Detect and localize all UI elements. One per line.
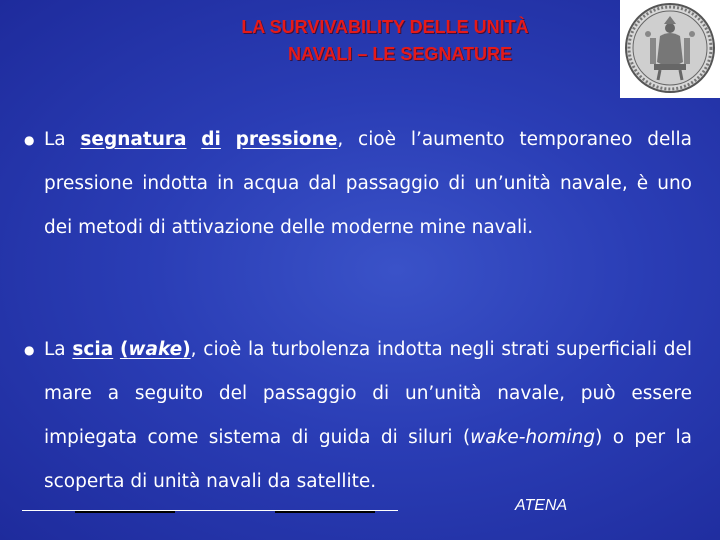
title-line-2: NAVALI – LE SEGNATURE [287, 44, 512, 64]
bullet-icon: ● [24, 343, 35, 357]
footer-divider-accent [75, 511, 175, 513]
slide-title [150, 14, 620, 68]
footer-divider-accent [275, 511, 375, 513]
footer-brand: ATENA [515, 497, 568, 514]
title-line-1: LA SURVIVABILITY DELLE UNITÀ [241, 17, 529, 37]
university-seal-logo [620, 0, 720, 98]
bullet-icon: ● [24, 133, 35, 147]
paragraph-wake-signature: La scia (wake), cioè la turbolenza indotta negli strati superficiali del mare a seguito del passaggio di un’unità navale, può essere impiegata come sistema di guida di siluri (wake-homing) o per la scoperta di unità navali da satellite. [44, 339, 692, 492]
paragraph-pressure-signature: La segnatura di pressione, cioè l’aumento temporaneo della pressione indotta in acqua dal passaggio di un’unità navale, è uno dei metodi di attivazione delle moderne mine navali. [44, 129, 692, 238]
